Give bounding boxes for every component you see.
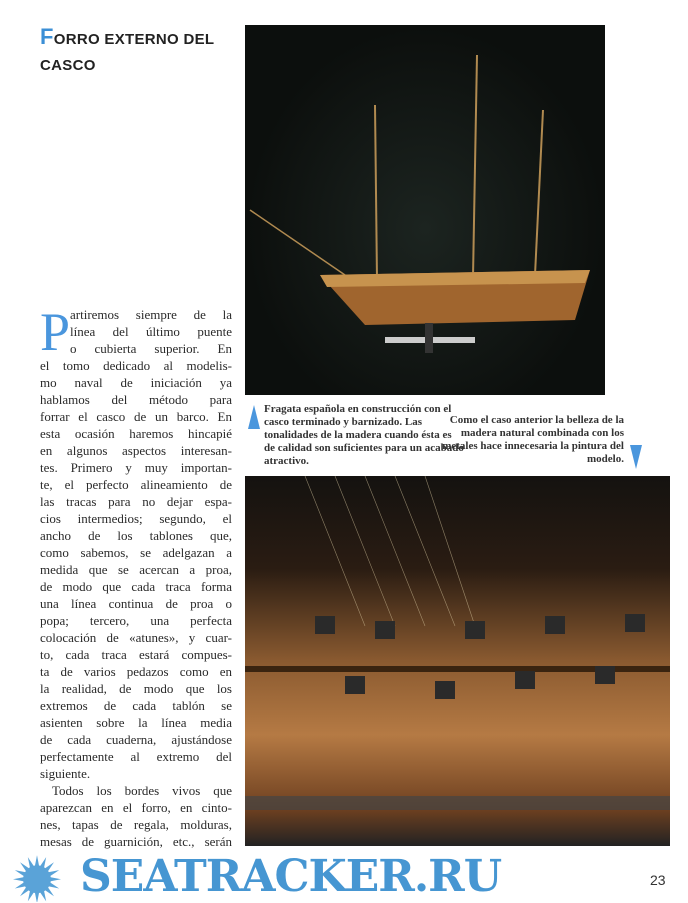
- paragraph-2: [40, 782, 232, 850]
- text-line: o cubierta superior. En: [70, 341, 232, 356]
- deck-illustration: [245, 476, 670, 846]
- paragraph-1: [40, 302, 232, 782]
- text-line: de modo que cada traca forma: [40, 579, 232, 594]
- text-line: mo naval de iniciación ya: [40, 375, 232, 390]
- photo-frigate-model: [245, 25, 605, 395]
- sun-ray: [35, 855, 40, 867]
- photo-caption-bottom: Como el caso anterior la belleza de la madera natural combinada con los metales hace innecesaria la pintura del modelo.: [442, 414, 624, 465]
- text-line: ancho de los tablones que,: [40, 528, 232, 543]
- caption-arrow-down-icon: [630, 445, 642, 469]
- text-line: te, el perfecto alineamiento de: [40, 477, 232, 492]
- drop-cap: P: [40, 302, 71, 362]
- sun-ray: [49, 877, 61, 882]
- section-title: [40, 24, 240, 79]
- text-line: las tracas para no dejar espa-: [40, 494, 232, 509]
- text-line: esta ocasión haremos hincapié: [40, 426, 232, 441]
- text-line: ta de varios pedazos como en: [40, 664, 232, 679]
- text-line: de cada cuaderna, ajustándose: [40, 732, 232, 747]
- text-line: mesas de guarnición, etc., serán: [40, 834, 232, 849]
- text-line: popa; tercero, una perfecta: [40, 613, 232, 628]
- sun-ray: [35, 892, 40, 902]
- photo-caption-top: Fragata española en construcción con el casco terminado y barnizado. Las tonalidades de la madera cuando ésta es de calidad son suficientes para un acabado atractivo.: [264, 403, 464, 467]
- text-line: to, cada traca estará compues-: [40, 647, 232, 662]
- text-line: perfectamente al extremo del: [40, 749, 232, 764]
- text-line: una línea continua de proa o: [40, 596, 232, 611]
- photo-galleon-deck: [245, 476, 670, 846]
- page-number: 23: [650, 872, 666, 888]
- title-text: ORRO EXTERNO DEL: [53, 31, 215, 48]
- text-line: forrar el casco de un barco. En: [40, 409, 232, 424]
- text-line: siguiente.: [40, 766, 91, 781]
- text-line: el tomo dedicado al modelis-: [40, 358, 232, 373]
- watermark-text: SEATRACKER.RU: [80, 851, 502, 902]
- text-line: como sabemos, se adelgazan a: [40, 545, 232, 560]
- watermark-sunburst-icon: [2, 854, 72, 902]
- text-line: asienten sobre la línea media: [40, 715, 232, 730]
- text-line: Todos los bordes vivos que: [52, 783, 232, 798]
- text-line: hablamos del método para: [40, 392, 232, 407]
- text-line: colocación de «atunes», y cuar-: [40, 630, 232, 645]
- caption-arrow-up-icon: [248, 405, 260, 429]
- text-line: tes. Primero y muy importan-: [40, 460, 232, 475]
- text-line: artiremos siempre de la: [70, 307, 232, 322]
- text-line: extremos de cada tablón se: [40, 698, 232, 713]
- text-line: la realidad, de modo que los: [40, 681, 232, 696]
- text-line: en algunos aspectos interesan-: [40, 443, 232, 458]
- body-text: [40, 302, 232, 850]
- sun-ray: [13, 877, 25, 882]
- text-line: medida que se acercan a proa,: [40, 562, 232, 577]
- text-line: nes, tapas de regala, molduras,: [40, 817, 232, 832]
- title-initial: F: [40, 24, 54, 49]
- ship-illustration: [245, 25, 605, 395]
- text-line: aparezcan en el forro, en cinto-: [40, 800, 232, 815]
- title-text-line2: CASCO: [40, 57, 96, 74]
- text-line: línea del último puente: [70, 324, 232, 339]
- text-line: cios intermedios; segundo, el: [40, 511, 232, 526]
